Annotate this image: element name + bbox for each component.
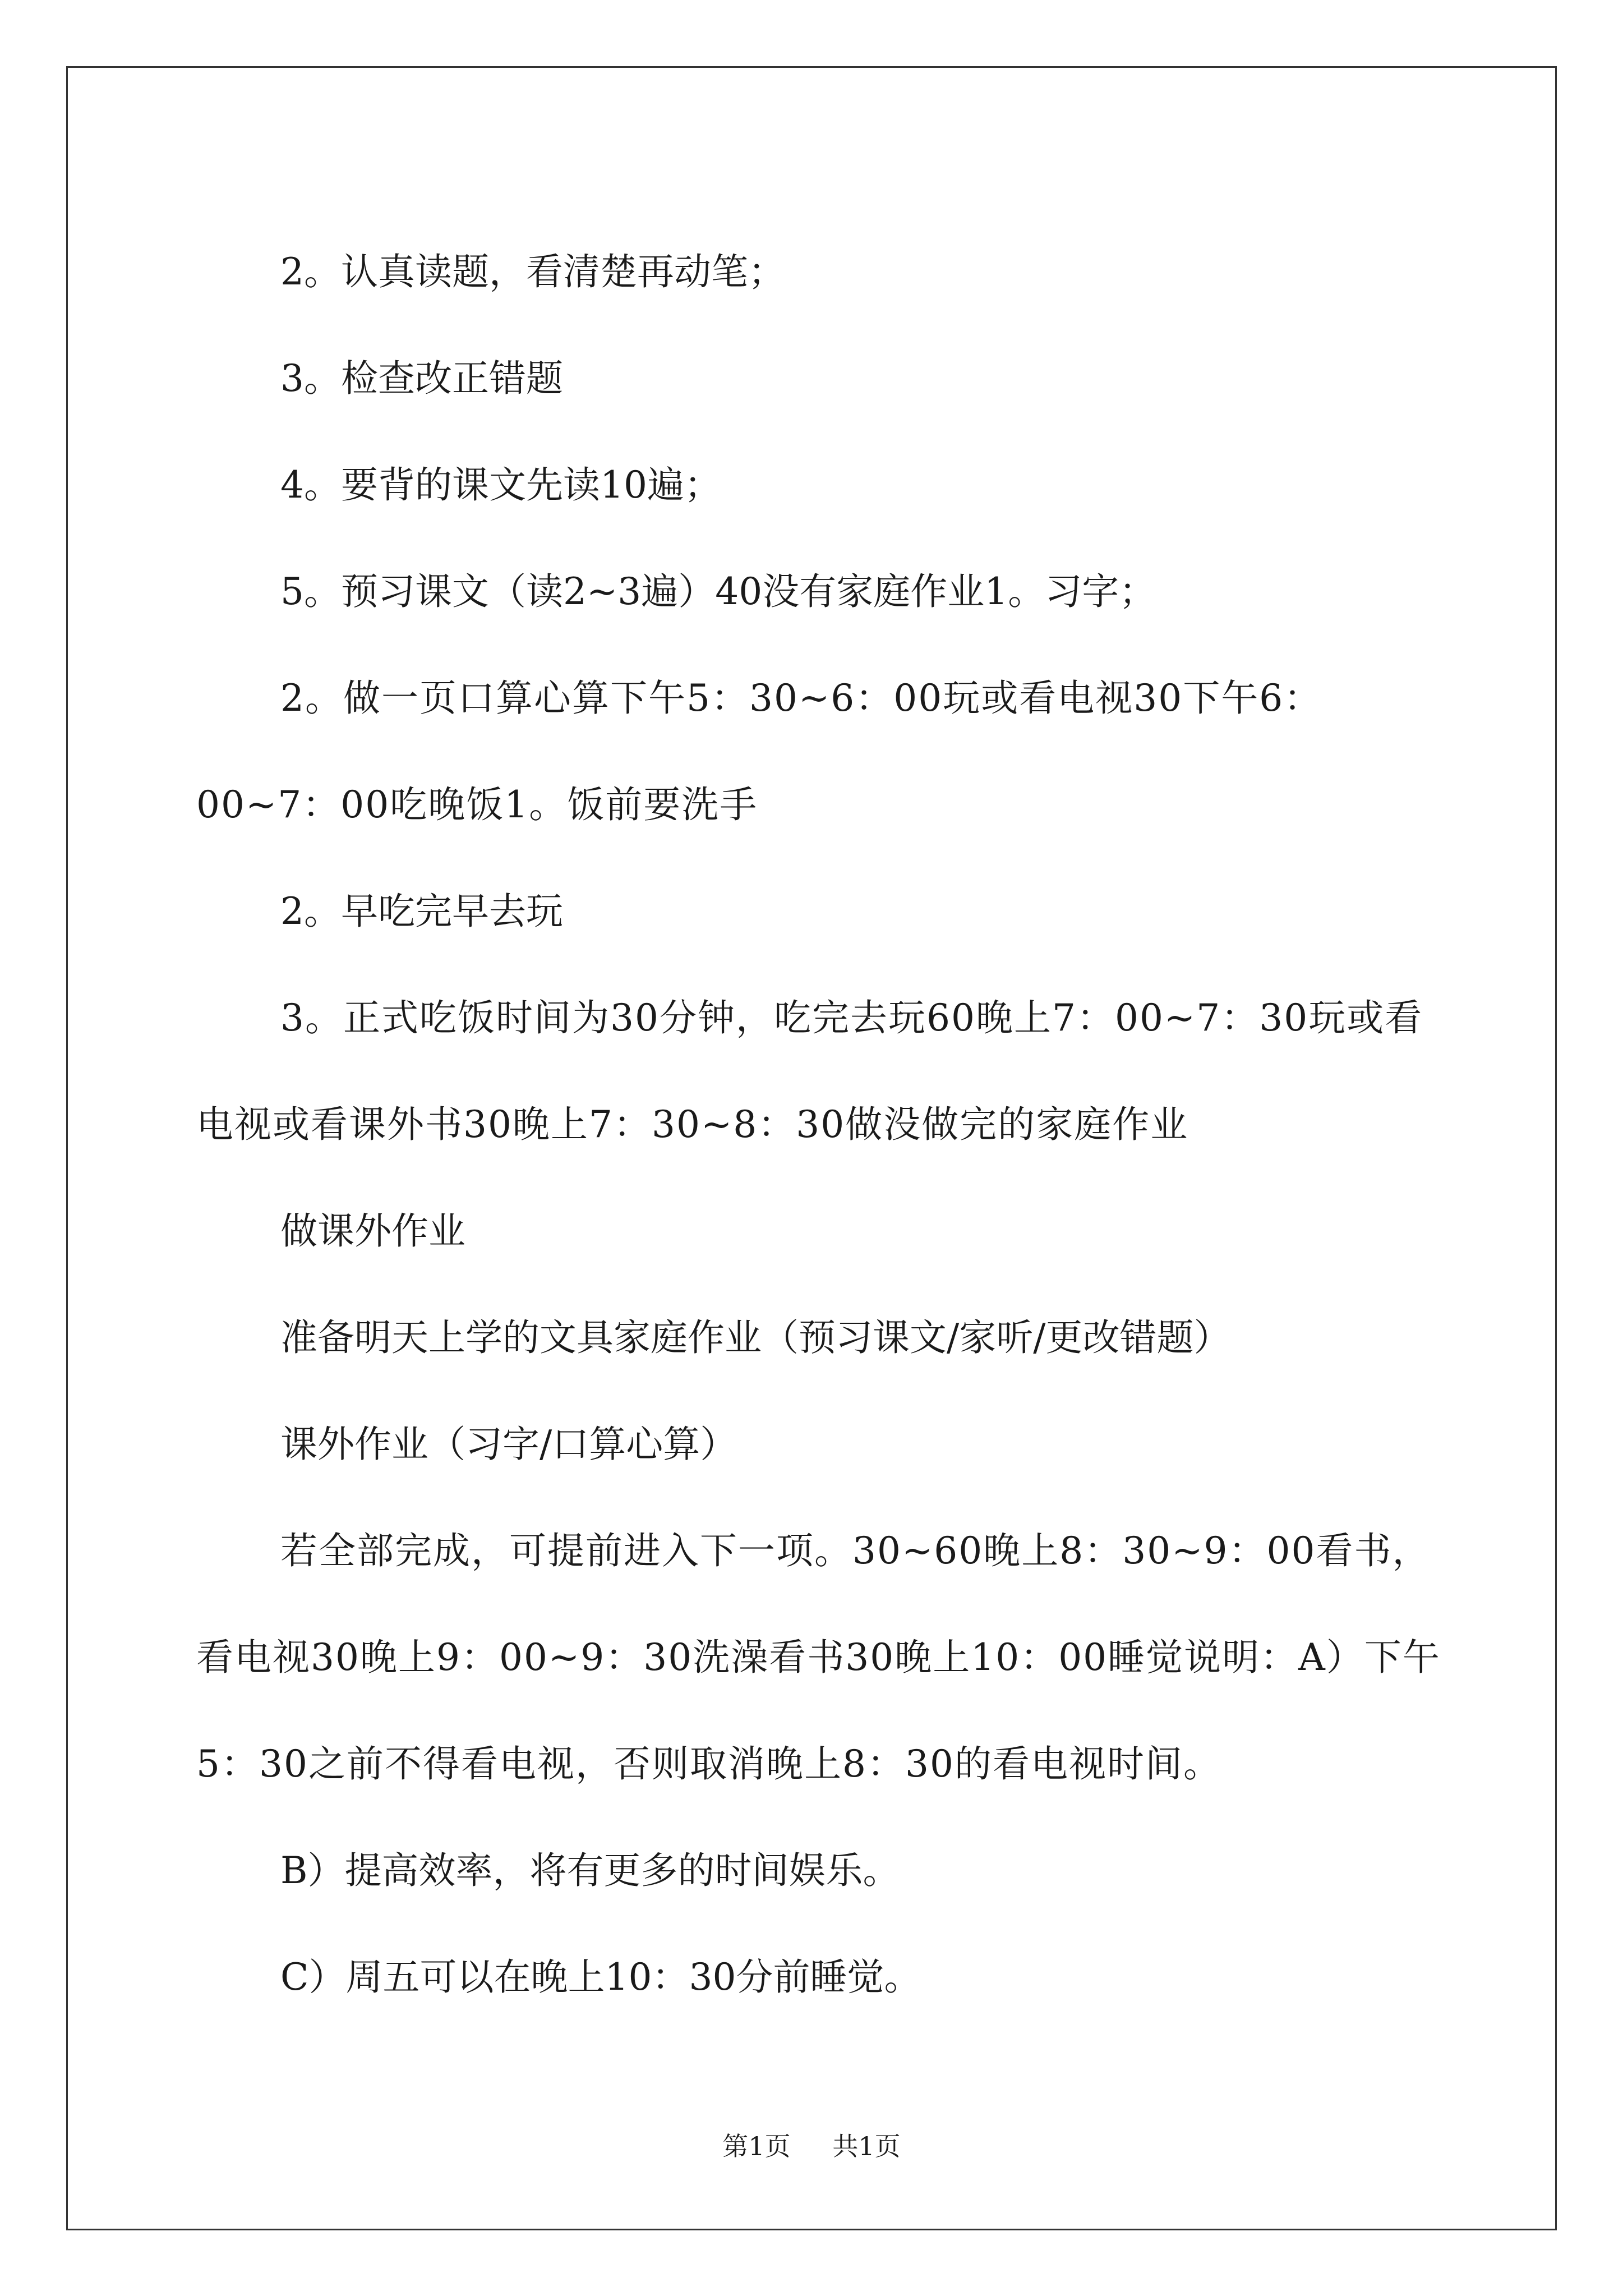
paragraph: 3。检查改正错题 [280, 357, 563, 400]
paragraph: 若全部完成，可提前进入下一项。30~60晚上8：30~9：00看书，看电视30晚上9：00~9：30洗澡看书30晚上10：00睡觉说明：A）下午5：30之前不得看电视，否则取消晚上8：30的看电视时间。 [196, 1529, 1441, 1786]
page-footer [0, 2126, 1623, 2163]
paragraph: 做课外作业 [280, 1209, 465, 1253]
paragraph: 准备明天上学的文具家庭作业（预习课文/家听/更改错题） [280, 1316, 1231, 1359]
paragraph: 2。早吃完早去玩 [280, 890, 563, 933]
paragraph: 3。正式吃饭时间为30分钟，吃完去玩60晚上7：00~7：30玩或看电视或看课外书30晚上7：30~8：30做没做完的家庭作业 [196, 996, 1423, 1146]
paragraph: 4。要背的课文先读10遍； [280, 463, 721, 507]
paragraph: 课外作业（习字/口算心算） [280, 1423, 737, 1466]
paragraph: 2。做一页口算心算下午5：30~6：00玩或看电视30下午6：00~7：00吃晚饭1。饭前要洗手 [196, 677, 1322, 826]
paragraph: C）周五可以在晚上10：30分前睡觉。 [280, 1955, 921, 1999]
paragraph: 5。预习课文（读2~3遍）40没有家庭作业1。习字； [280, 570, 1156, 613]
paragraph: B）提高效率，将有更多的时间娱乐。 [280, 1849, 900, 1892]
page-number: 第1页 [722, 2131, 791, 2161]
page-total: 共1页 [832, 2131, 901, 2161]
document-body [196, 219, 1458, 2031]
paragraph: 2。认真读题，看清楚再动笔； [280, 250, 785, 293]
